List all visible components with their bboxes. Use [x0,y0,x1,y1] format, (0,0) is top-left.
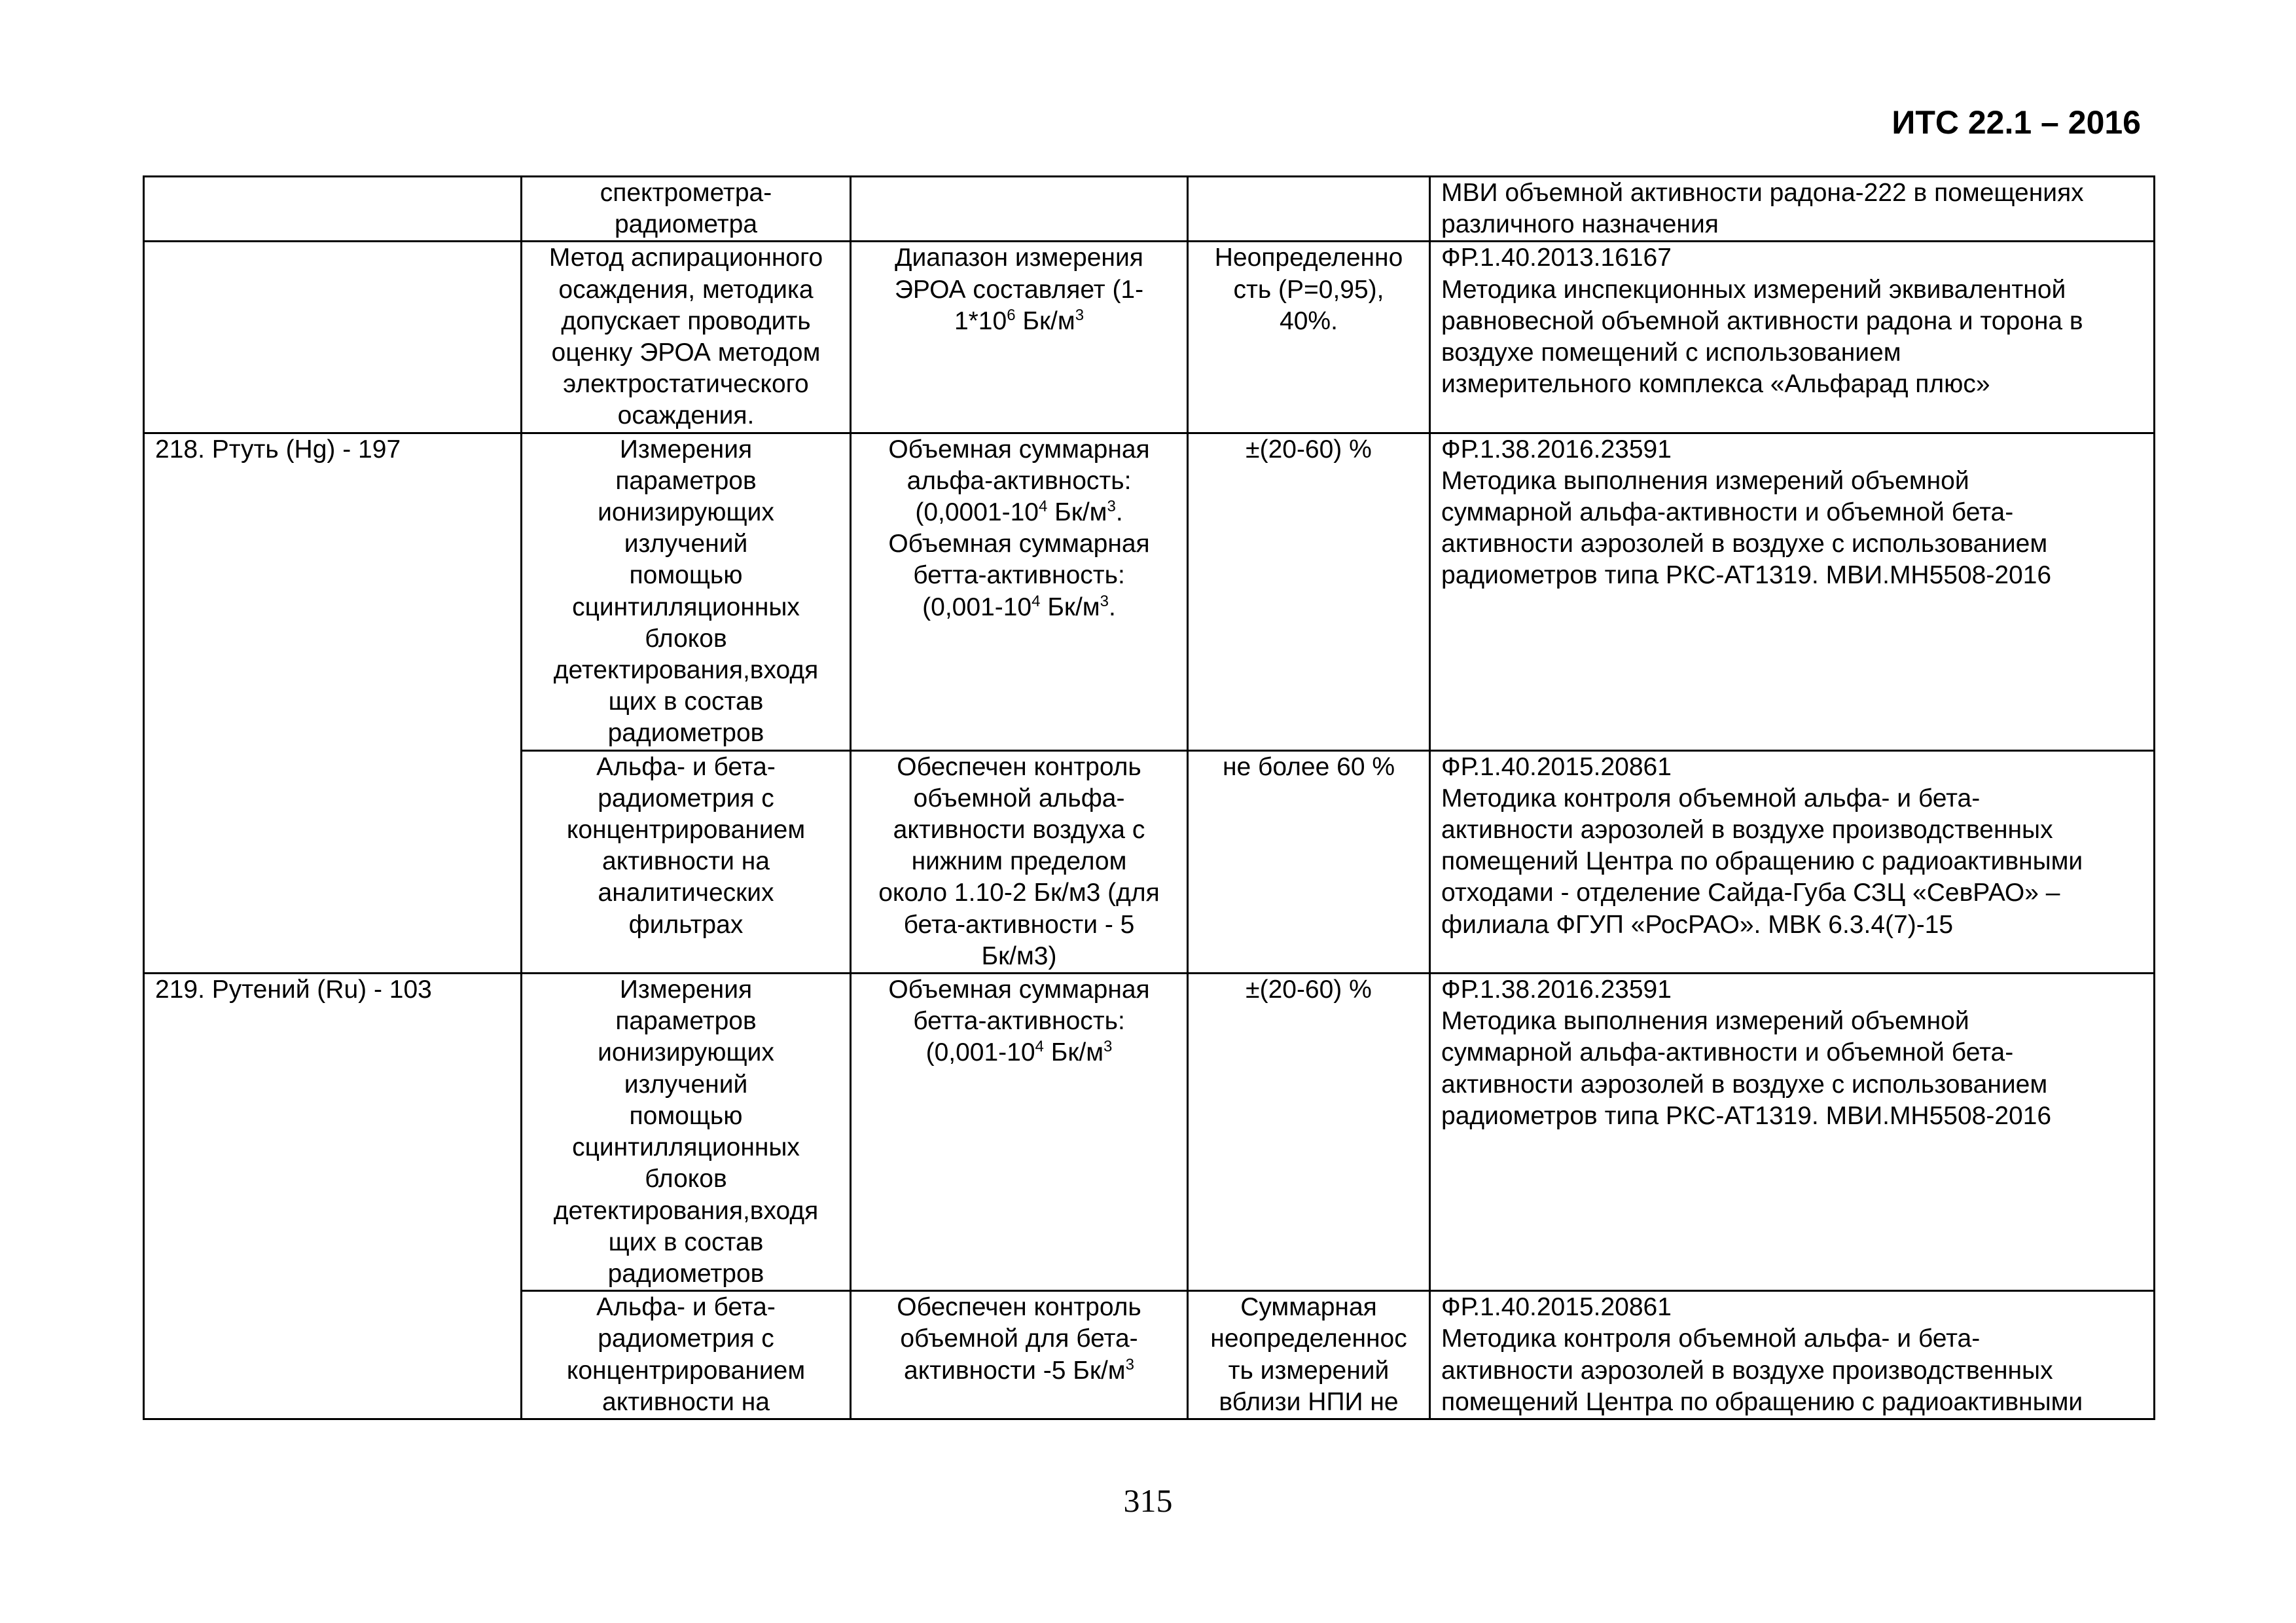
cell-line: радиометрия с [598,1324,774,1353]
cell-line: ФР.1.40.2015.20861 [1441,1293,1672,1322]
cell-line: суммарной альфа-активности и объемной бета- [1441,498,2014,527]
cell-line: 40%. [1280,306,1338,335]
page-number: 315 [1123,1482,1173,1519]
cell-line: равновесной объемной активности радона и торона в [1441,306,2083,335]
cell-line: ионизирующих [598,1038,774,1067]
cell-line: радиометров типа РКС-АТ1319. МВИ.МН5508-2016 [1441,561,2052,590]
accuracy-cell [1188,1291,1430,1419]
cell-line: осаждения. [617,401,755,430]
cell-line: радиометра [614,210,758,239]
cell-line: ФР.1.38.2016.23591 [1441,435,1672,464]
cell-line: объемной альфа- [913,784,1125,812]
cell-line: ть измерений [1228,1356,1390,1385]
cell-line: излучений [624,1070,748,1099]
cell-line: Методика контроля объемной альфа- и бета- [1441,1324,1981,1353]
reference-cell [1430,177,2155,242]
table-row [144,177,2155,242]
range-text: Диапазон измерения ЭРОА составляет (1- 1*10 [894,244,1144,335]
method-cell [522,242,851,433]
cell-line: различного назначения [1441,210,1719,239]
cell-line: вблизи НПИ не [1219,1387,1399,1416]
superscript: 3 [1075,306,1085,324]
table-row [144,974,2155,1291]
cell-line: активности аэрозолей в воздухе с использованием [1441,1070,2048,1099]
range-line: ($0,0001-10^4$ $Бк/м^3$. [915,498,1123,527]
cell-line: радиометров [607,1259,764,1288]
cell-line: суммарной альфа-активности и объемной бета- [1441,1038,2014,1067]
cell-line: ФР.1.40.2015.20861 [1441,752,1672,781]
cell-line: помощью [629,1101,743,1130]
cell-line: радиометрия с [598,784,774,812]
element-cell: 218. Ртуть (Hg) - 197 [144,433,522,973]
cell-line: филиала ФГУП «РосРАО». МВК 6.3.4(7)-15 [1441,910,1954,939]
range-cell [851,433,1188,750]
cell-line: Бк/м3) [981,941,1057,970]
document-code: ИТС 22.1 – 2016 [1892,104,2141,141]
cell-line: радиометров типа РКС-АТ1319. МВИ.МН5508-2016 [1441,1101,2052,1130]
method-cell [522,433,851,750]
cell-line: неопределеннос [1210,1324,1407,1353]
accuracy-cell: ±(20-60) % [1188,433,1430,750]
cell-line: допускает проводить [561,306,811,335]
cell-line: активности аэрозолей в воздухе производственных [1441,1356,2053,1385]
accuracy-cell: не более 60 % [1188,750,1430,973]
method-cell [522,750,851,973]
element-cell: 219. Рутений (Ru) - 103 [144,974,522,1419]
reference-cell [1430,433,2155,750]
cell-line: Методика выполнения измерений объемной [1441,1007,1969,1036]
range-cell [851,1291,1188,1419]
range-cell [851,242,1188,433]
cell-line: активности аэрозолей в воздухе производственных [1441,816,2053,845]
cell-line: ФР.1.40.2013.16167 [1441,244,1672,272]
cell-line: параметров [615,466,757,495]
cell-line: спектрометра- [600,179,772,207]
cell-line: Обеспечен контроль [897,752,1141,781]
cell-line: воздухе помещений с использованием [1441,338,1901,367]
reference-cell [1430,750,2155,973]
cell-line: активности на [602,1387,770,1416]
cell-line: Неопределенно [1214,244,1403,272]
cell-line: концентрированием [566,816,806,845]
range-line: бетта-активность: [913,561,1125,590]
cell-line: блоков [645,1165,727,1194]
cell-line: фильтрах [628,910,744,939]
cell-line: отходами - отделение Сайда-Губа СЗЦ «СевРАО» – [1441,879,2060,907]
cell-line: ионизирующих [598,498,774,527]
cell-line: Методика инспекционных измерений эквивалентной [1441,275,2066,304]
cell-line: излучений [624,530,748,558]
cell-line: оценку ЭРОА методом [551,338,821,367]
cell-line: детектирования,входя [553,1196,819,1225]
cell-line: активности воздуха с [893,816,1145,845]
cell-line: Методика выполнения измерений объемной [1441,466,1969,495]
cell-line: бета-активности - 5 [903,910,1135,939]
cell-line: осаждения, методика [558,275,814,304]
cell-line: активности на [602,847,770,876]
method-cell [522,1291,851,1419]
cell-line: Суммарная [1240,1293,1377,1322]
table-row [144,242,2155,433]
cell-line: Измерения [619,435,753,464]
cell-line: Методика контроля объемной альфа- и бета- [1441,784,1981,812]
cell-line: параметров [615,1007,757,1036]
reference-cell [1430,1291,2155,1419]
element-cell [144,242,522,433]
range-line: бетта-активность: [913,1007,1125,1036]
range-text: Обеспечен контроль объемной для бета- активности -5 Бк/м [897,1293,1141,1385]
requirements-table [143,175,2155,1420]
cell-line: электростатического [563,370,809,399]
cell-line: помещений Центра по обращению с радиоактивными [1441,1387,2083,1416]
accuracy-cell: ±(20-60) % [1188,974,1430,1291]
cell-line: Альфа- и бета- [596,1293,776,1322]
element-cell [144,177,522,242]
range-cell [851,974,1188,1291]
range-line: ($0,001-10^4$ $Бк/м^3$. [922,592,1116,621]
accuracy-cell [1188,242,1430,433]
reference-cell [1430,974,2155,1291]
table-row [144,433,2155,750]
cell-line: помещений Центра по обращению с радиоактивными [1441,847,2083,876]
cell-line: ФР.1.38.2016.23591 [1441,976,1672,1004]
cell-line: МВИ объемной активности радона-222 в помещениях [1441,179,2084,207]
cell-line: сть (Р=0,95), [1233,275,1384,304]
range-line: Объемная суммарная [888,530,1150,558]
cell-line: Измерения [619,976,753,1004]
cell-line: активности аэрозолей в воздухе с использованием [1441,530,2048,558]
cell-line: детектирования,входя [553,656,819,685]
cell-line: радиометров [607,719,764,748]
cell-line: щих в состав [608,1228,764,1256]
cell-line: около 1.10-2 Бк/м3 (для [878,879,1160,907]
cell-line: щих в состав [608,687,764,716]
accuracy-cell [1188,177,1430,242]
cell-line: Метод аспирационного [548,244,823,272]
range-line: альфа-активность: [906,466,1132,495]
cell-line: нижним пределом [911,847,1127,876]
cell-line: измерительного комплекса «Альфарад плюс» [1441,370,1990,399]
range-line: Объемная суммарная [888,435,1150,464]
cell-line: Альфа- и бета- [596,752,776,781]
reference-cell [1430,242,2155,433]
cell-line: сцинтилляционных [572,1133,800,1162]
range-cell [851,750,1188,973]
cell-line: аналитических [598,879,774,907]
superscript: 6 [1007,306,1016,324]
cell-line: помощью [629,561,743,590]
cell-line: блоков [645,624,727,653]
superscript: 3 [1125,1355,1134,1374]
range-text-unit: Бк/м [1015,306,1075,335]
cell-line: концентрированием [566,1356,806,1385]
method-cell [522,974,851,1291]
range-line: Объемная суммарная [888,976,1150,1004]
range-line: ($0,001-10^4$ $Бк/м^3$ [925,1038,1113,1067]
cell-line: сцинтилляционных [572,593,800,621]
range-cell [851,177,1188,242]
method-cell [522,177,851,242]
